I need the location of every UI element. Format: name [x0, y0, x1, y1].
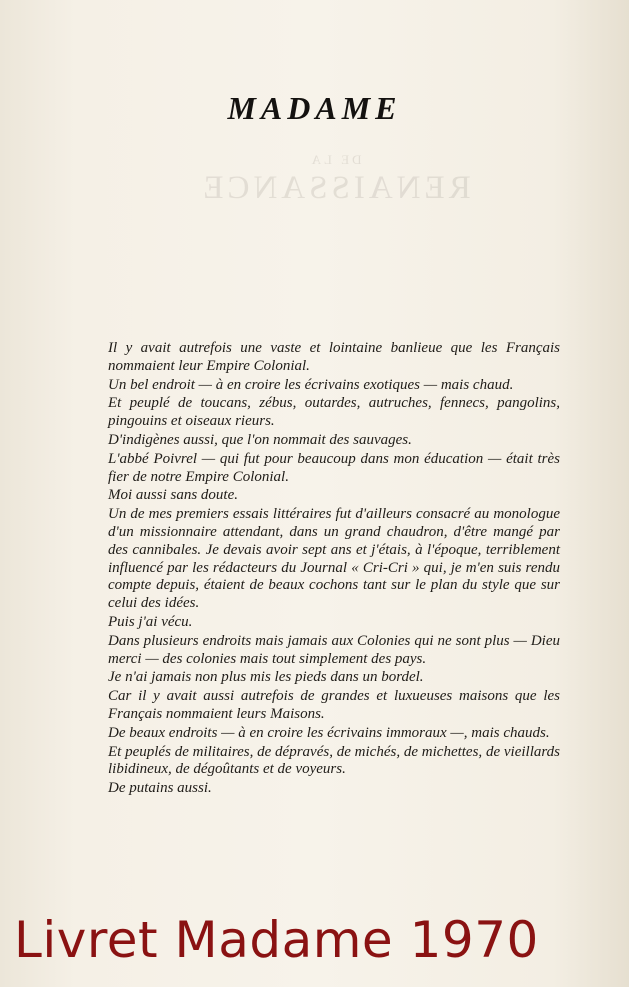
page-title: MADAME	[227, 90, 402, 126]
paragraph: Un de mes premiers essais littéraires fut d'ailleurs consacré au monologue d'un missionnaire attendant, dans un grand chaudron, d'être mangé par des cannibales. Je devais avoir sept ans et j'étais, à l'époque, terriblement influencé par les rédacteurs du Journal « Cri-Cri » qui, je m'en suis rendu compte depuis, étaient de beaux cochons tant sur le plan du style que sur celui des idées.	[108, 506, 560, 612]
paragraph: Je n'ai jamais non plus mis les pieds dans un bordel.	[108, 669, 424, 686]
paragraph: L'abbé Poivrel — qui fut pour beaucoup dans mon éducation — était très fier de notre Empire Colonial.	[108, 450, 560, 485]
paragraph: D'indigènes aussi, que l'on nommait des sauvages.	[108, 431, 412, 448]
paragraph: Et peuplé de toucans, zébus, outardes, autruches, fennecs, pangolins, pingouins et oiseaux rieurs.	[108, 395, 560, 430]
paragraph: Car il y avait aussi autrefois de grandes et luxueuses maisons que les Français nommaient leurs Maisons.	[108, 688, 560, 722]
paragraph: Et peuplés de militaires, de dépravés, de michés, de michettes, de vieillards libidineux, de dégoûtants et de voyeurs.	[108, 743, 560, 778]
image-caption: Livret Madame 1970	[14, 911, 539, 969]
body-text	[108, 340, 560, 799]
paragraph: De putains aussi.	[108, 780, 212, 797]
paragraph: Moi aussi sans doute.	[108, 487, 239, 504]
paragraph: De beaux endroits — à en croire les écrivains immoraux —, mais chauds.	[108, 724, 550, 741]
paragraph: Un bel endroit — à en croire les écrivains exotiques — mais chaud.	[108, 376, 514, 393]
paragraph: Il y avait autrefois une vaste et lointaine banlieue que les Français nommaient leur Empire Colonial.	[108, 340, 560, 374]
paragraph: Puis j'ai vécu.	[108, 613, 193, 630]
bleed-through-text: DE LA RENAISSANCE	[199, 152, 471, 206]
paragraph: Dans plusieurs endroits mais jamais aux Colonies qui ne sont plus — Dieu merci — des colonies mais tout simplement des pays.	[108, 632, 560, 667]
